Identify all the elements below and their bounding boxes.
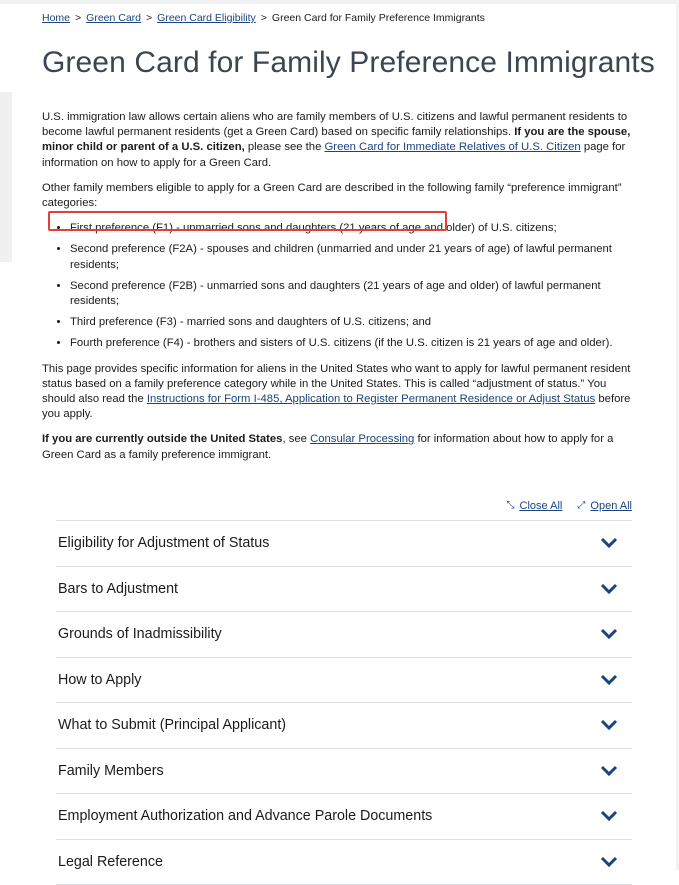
breadcrumb-green-card[interactable]: Green Card	[86, 12, 141, 24]
chevron-down-icon	[600, 674, 618, 686]
intro-paragraph	[42, 110, 634, 171]
open-all-button[interactable]	[577, 500, 632, 512]
breadcrumb-separator: >	[75, 12, 81, 24]
chevron-down-icon	[600, 856, 618, 868]
outside-us-paragraph	[42, 432, 634, 462]
accordion-item-title: Bars to Adjustment	[58, 581, 178, 597]
preference-item-f3: • Third preference (F3) - married sons and daughters of U.S. citizens; and	[70, 315, 634, 330]
accordion	[56, 520, 632, 885]
specific-info-paragraph	[42, 362, 634, 423]
consular-processing-link[interactable]: Consular Processing	[310, 433, 414, 445]
preference-list	[42, 221, 634, 351]
accordion-item-title: Employment Authorization and Advance Parole Documents	[58, 808, 432, 824]
preference-item-f4: • Fourth preference (F4) - brothers and sisters of U.S. citizens (if the U.S. citizen is 21 years of age and older).	[70, 336, 634, 351]
intro-text-3: page for information on how to apply for a Green Card.	[42, 141, 625, 168]
breadcrumb-current: Green Card for Family Preference Immigrants	[272, 12, 485, 24]
side-panel-edge	[0, 92, 12, 262]
page-title: Green Card for Family Preference Immigrants	[42, 46, 655, 80]
breadcrumb-eligibility[interactable]: Green Card Eligibility	[157, 12, 256, 24]
accordion-item-how-to-apply[interactable]	[56, 658, 632, 704]
specific-info-text: This page provides specific information for aliens in the United States who want to apply for lawful permanent resident status based on a family preference category while in the United States. This is called “adjustment of status.” You should also read the	[42, 363, 630, 405]
body-text	[42, 110, 634, 473]
intro-text: U.S. immigration law allows certain aliens who are family members of U.S. citizens and lawful permanent residents to become lawful permanent residents (get a Green Card) based on specific family relationships.	[42, 111, 627, 138]
breadcrumb-home[interactable]: Home	[42, 12, 70, 24]
breadcrumb	[42, 12, 485, 24]
preference-item-f1: • First preference (F1) - unmarried sons and daughters (21 years of age and older) of U.S. citizens;	[70, 221, 634, 236]
form-i485-instructions-link[interactable]: Instructions for Form I-485, Application to Register Permanent Residence or Adjust Status	[147, 393, 595, 405]
collapse-arrows-icon: ⤡	[507, 500, 515, 511]
chevron-down-icon	[600, 537, 618, 549]
chevron-down-icon	[600, 628, 618, 640]
accordion-item-bars[interactable]	[56, 567, 632, 613]
breadcrumb-separator: >	[146, 12, 152, 24]
accordion-item-title: How to Apply	[58, 672, 141, 688]
accordion-item-title: Grounds of Inadmissibility	[58, 626, 222, 642]
breadcrumb-separator: >	[261, 12, 267, 24]
accordion-item-title: Eligibility for Adjustment of Status	[58, 535, 269, 551]
accordion-item-title: What to Submit (Principal Applicant)	[58, 717, 286, 733]
accordion-toggles	[495, 499, 632, 512]
outside-us-text-2: for information about how to apply for a Green Card as a family preference immigrant.	[42, 433, 613, 460]
top-rule	[0, 0, 679, 4]
intro-text-2: please see the	[245, 141, 325, 153]
accordion-item-inadmissibility[interactable]	[56, 612, 632, 658]
accordion-item-employment-authorization[interactable]	[56, 794, 632, 840]
close-all-button[interactable]	[507, 500, 563, 512]
close-all-label: Close All	[520, 500, 563, 512]
preference-item-f2a: • Second preference (F2A) - spouses and children (unmarried and under 21 years of age) of lawful permanent residents;	[70, 242, 634, 272]
outside-us-text: , see	[282, 433, 310, 445]
accordion-item-eligibility[interactable]	[56, 521, 632, 567]
expand-arrows-icon: ⤢	[577, 500, 585, 511]
categories-intro: Other family members eligible to apply for a Green Card are described in the following family “preference immigrant” categories:	[42, 181, 634, 211]
accordion-item-title: Legal Reference	[58, 854, 163, 870]
chevron-down-icon	[600, 719, 618, 731]
chevron-down-icon	[600, 810, 618, 822]
chevron-down-icon	[600, 583, 618, 595]
specific-info-text-2: before you apply.	[42, 393, 630, 420]
accordion-item-what-to-submit[interactable]	[56, 703, 632, 749]
immediate-relatives-link[interactable]: Green Card for Immediate Relatives of U.S. Citizen	[325, 141, 581, 153]
accordion-item-title: Family Members	[58, 763, 164, 779]
outside-us-bold: If you are currently outside the United States	[42, 433, 282, 445]
preference-item-f2b: • Second preference (F2B) - unmarried sons and daughters (21 years of age and older) of lawful permanent residents;	[70, 279, 634, 309]
highlight-box	[48, 211, 447, 231]
accordion-item-family-members[interactable]	[56, 749, 632, 795]
accordion-item-legal-reference[interactable]	[56, 840, 632, 885]
intro-bold: If you are the spouse, minor child or parent of a U.S. citizen,	[42, 126, 630, 153]
chevron-down-icon	[600, 765, 618, 777]
open-all-label: Open All	[590, 500, 632, 512]
